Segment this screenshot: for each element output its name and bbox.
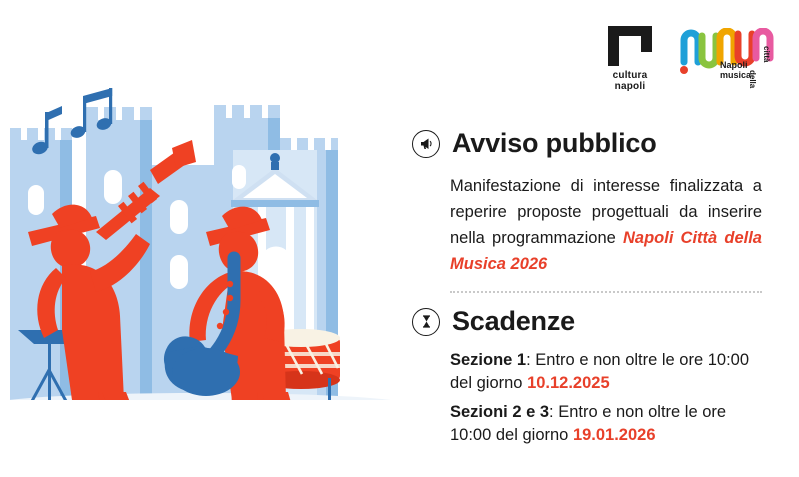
deadline-text: : Entro e non oltre le ore 10:00 del giorno — [450, 351, 750, 392]
deadline-text: : Entro e non oltre le ore 10:00 del giorno — [450, 403, 727, 444]
logo-group — [580, 26, 780, 106]
citta-wordmark: città — [762, 46, 771, 63]
avviso-body-highlight: Napoli Città della Musica 2026 — [450, 229, 762, 273]
cultura-napoli-mark — [608, 26, 652, 66]
deadline-label: Sezioni 2 e 3 — [450, 403, 550, 421]
scadenze-header — [412, 306, 762, 337]
deadline-date: 19.01.2026 — [572, 426, 656, 444]
napoli-citta-della-musica-logo — [676, 28, 780, 104]
notice-content — [412, 128, 762, 453]
avviso-pubblico-header — [412, 128, 762, 159]
avviso-pubblico-title: Avviso pubblico — [452, 128, 657, 158]
avviso-pubblico-body — [450, 173, 762, 277]
deadline-label: Sezione 1 — [450, 351, 527, 369]
cultura-napoli-line1: cultura — [612, 70, 648, 81]
scadenze-title: Scadenze — [452, 306, 575, 336]
avviso-body-text: Manifestazione di interesse finalizzata a reperire proposte progettuali da inserire nella programmazione — [450, 177, 762, 247]
napoli-wordmark: Napoli musica — [720, 60, 752, 80]
deadline-date: 10.12.2025 — [527, 374, 610, 392]
della-wordmark: della — [748, 70, 757, 89]
deadline-item — [450, 401, 762, 447]
cultura-napoli-logo — [594, 26, 666, 92]
scadenze-list — [450, 349, 762, 447]
cultura-napoli-line2: napoli — [614, 81, 646, 92]
section-divider — [450, 291, 762, 294]
hourglass-icon — [412, 308, 440, 336]
megaphone-icon — [412, 130, 440, 158]
deadline-item — [450, 349, 762, 395]
